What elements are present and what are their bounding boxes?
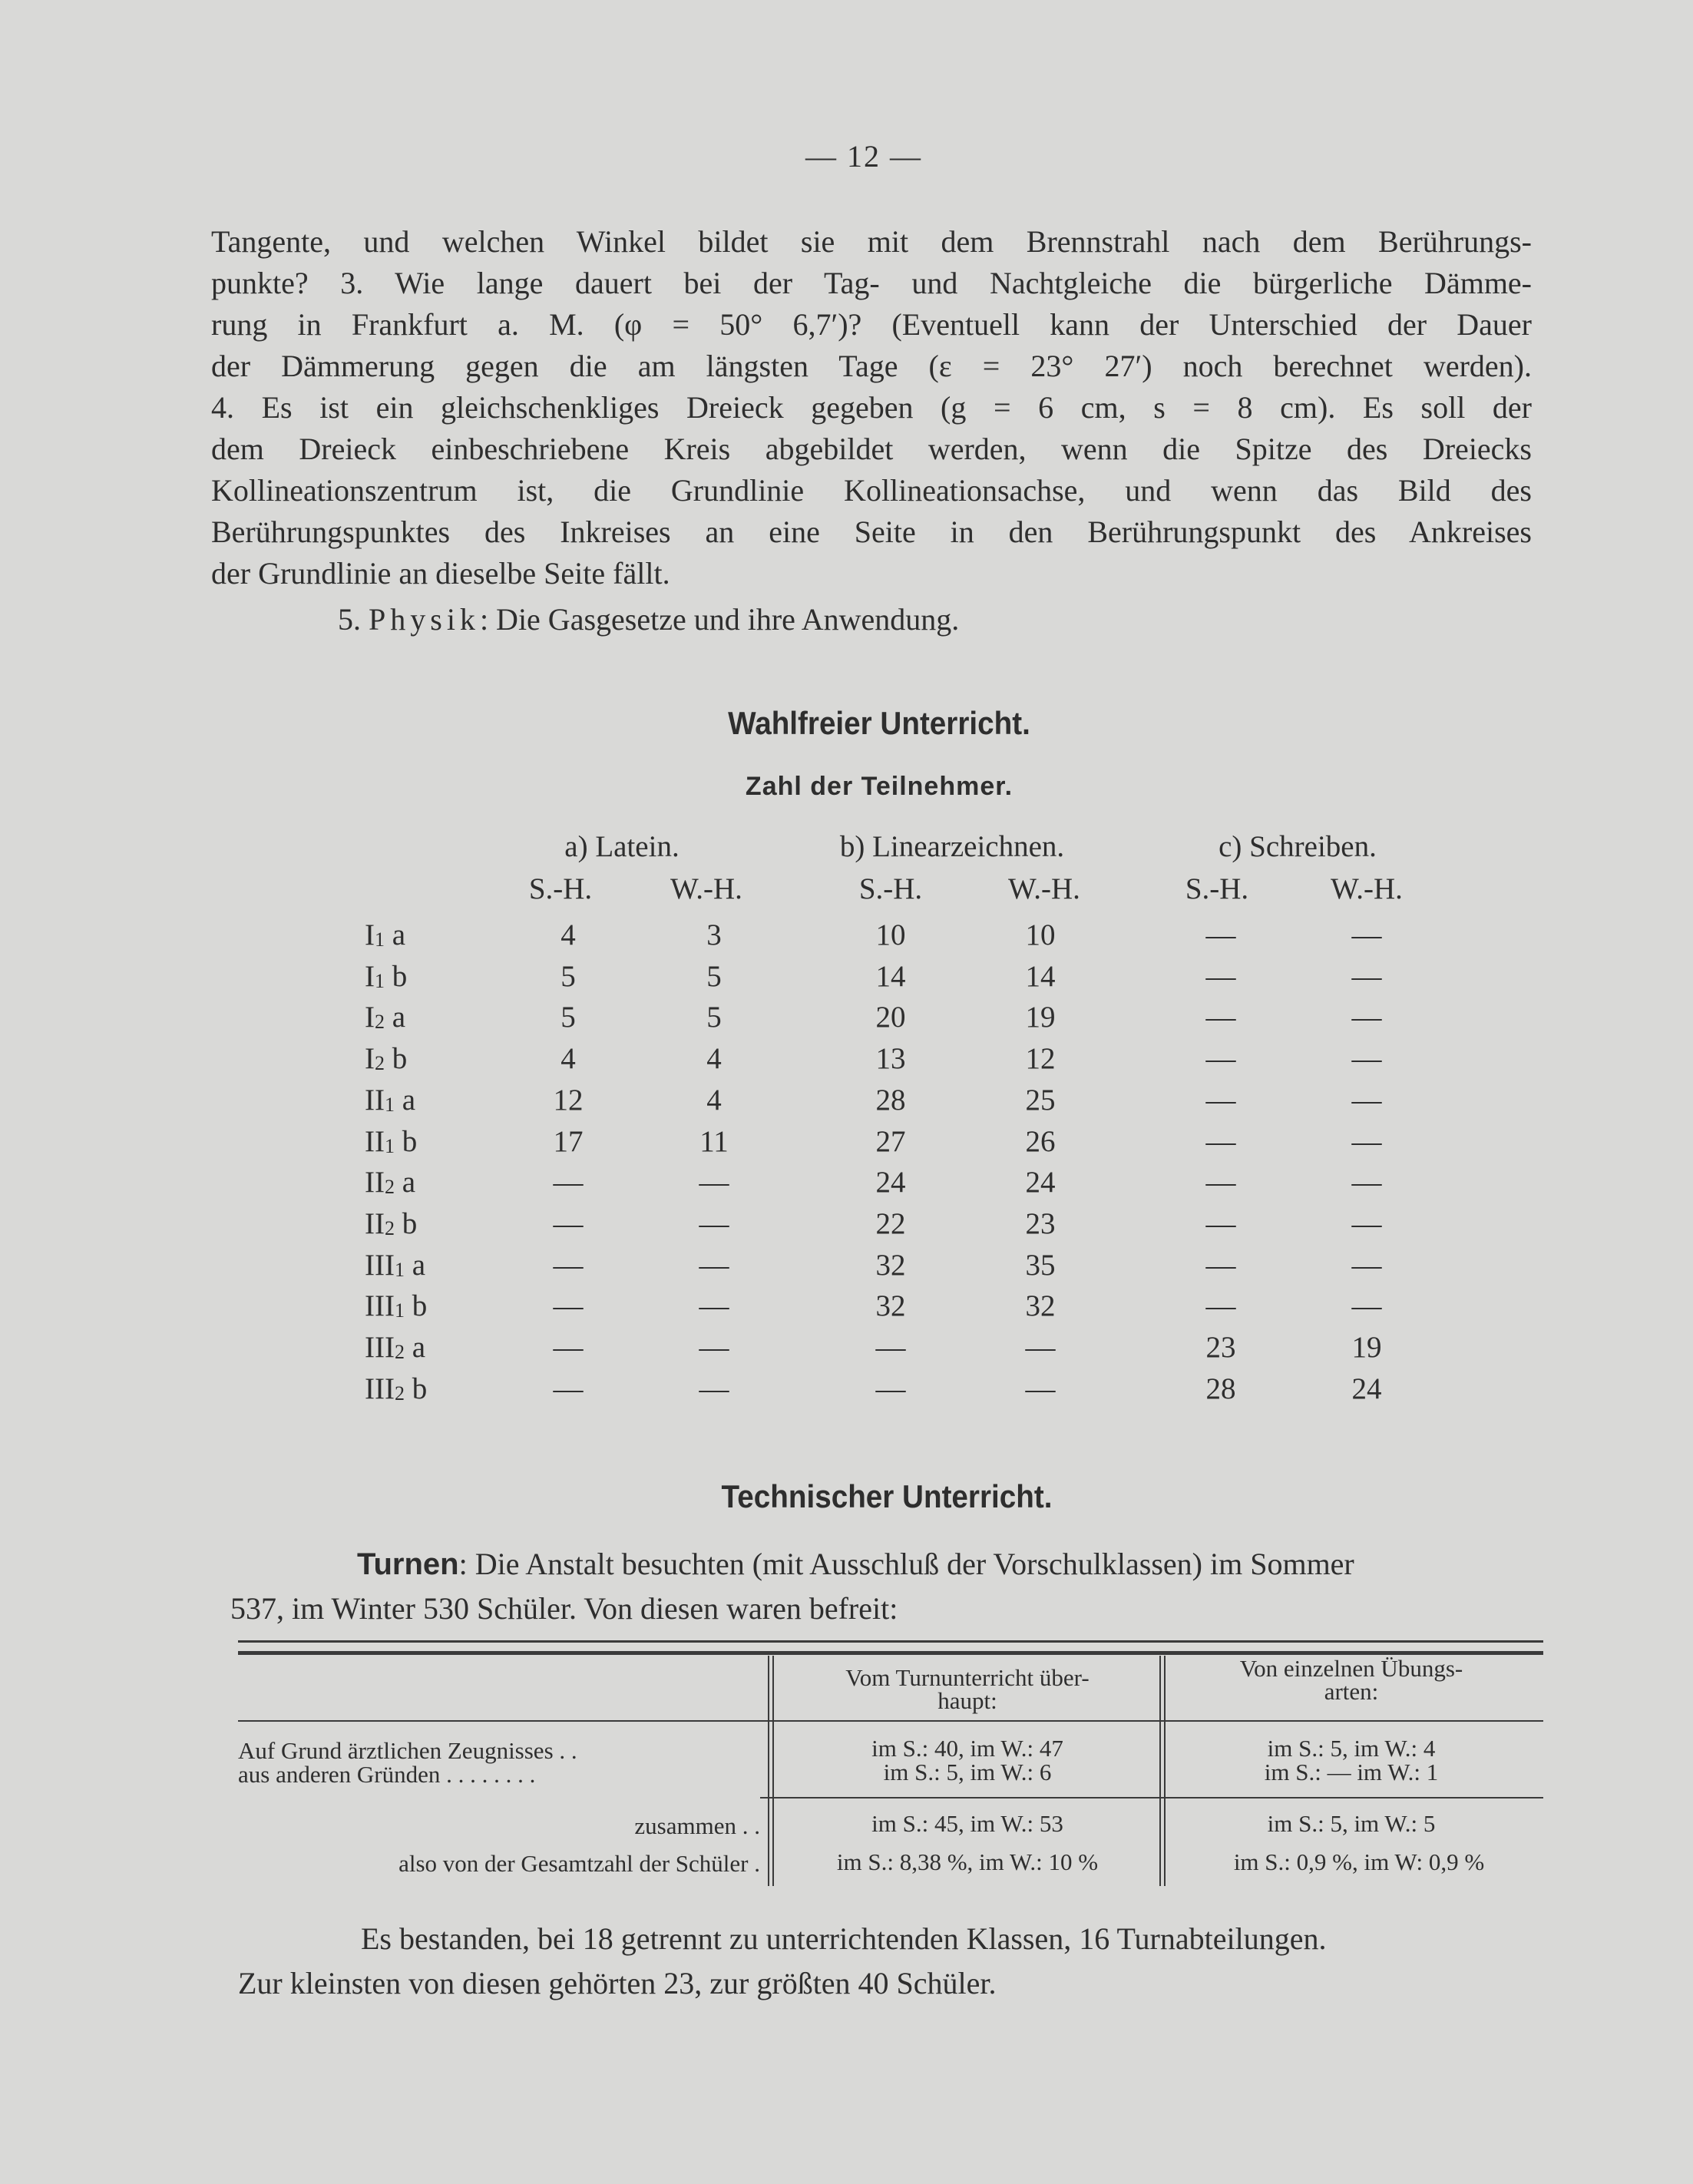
page-number: — 12 — — [805, 139, 922, 174]
turnen-line-2: 537, im Winter 530 Schüler. Von diesen waren befreit: — [230, 1591, 898, 1626]
table-cell: — — [875, 1372, 906, 1405]
table-cell: — — [699, 1372, 729, 1405]
table-cell: — — [1351, 918, 1382, 951]
row-label: $I_1$ b — [365, 960, 408, 993]
table-cell: — — [1205, 1084, 1236, 1117]
table-cell: 3 — [706, 918, 722, 951]
table-cell: — — [1205, 1249, 1236, 1282]
table-cell: 17 — [553, 1125, 584, 1158]
intro-line: dem Dreieck einbeschriebene Kreis abgebildet werden, wenn die Spitze des Dreiecks — [211, 432, 1532, 466]
physik-prefix: 5. — [338, 602, 369, 637]
table-cell: — — [1205, 1125, 1236, 1158]
col1-header-line2: haupt: — [937, 1687, 997, 1714]
table-cell: — — [1205, 918, 1236, 951]
table-cell: 24 — [1025, 1166, 1056, 1199]
subheader-latein-sh: S.-H. — [528, 872, 593, 905]
table-top-rule-1 — [238, 1640, 1543, 1643]
table-cell: 10 — [1025, 918, 1056, 951]
table-cell: — — [553, 1372, 584, 1405]
table-cell: — — [1351, 1207, 1382, 1240]
table-cell: — — [1025, 1331, 1056, 1364]
turnen-line-1 — [357, 1544, 1354, 1585]
table-cell: — — [699, 1166, 729, 1199]
row-label: $II_1$ b — [365, 1125, 418, 1158]
closing-line-2: Zur kleinsten von diesen gehörten 23, zur größten 40 Schüler. — [238, 1966, 997, 2000]
table-cell: — — [699, 1331, 729, 1364]
table-cell: 28 — [875, 1084, 906, 1117]
table-cell: — — [553, 1289, 584, 1322]
table-cell: — — [1205, 1042, 1236, 1075]
row-label-zusammen: zusammen . . — [634, 1812, 760, 1839]
intro-line: punkte? 3. Wie lange dauert bei der Tag- und Nachtgleiche die bürgerliche Dämme- — [211, 266, 1532, 300]
col2-header-line2: arten: — [1324, 1678, 1379, 1705]
row-label: $II_2$ b — [365, 1207, 418, 1240]
turnen-label: Turnen — [357, 1547, 459, 1581]
table-cell: 35 — [1025, 1249, 1056, 1282]
table-cell: 5 — [560, 1001, 576, 1034]
col-divider-2b — [1164, 1656, 1166, 1886]
table-cell: 32 — [1025, 1289, 1056, 1322]
table-cell: — — [1351, 1001, 1382, 1034]
table-cell: 27 — [875, 1125, 906, 1158]
table-cell: — — [699, 1289, 729, 1322]
table-cell: 14 — [1025, 960, 1056, 993]
subheader-schreiben-wh: W.-H. — [1331, 872, 1403, 905]
heading-wahlfreier-unterricht: Wahlfreier Unterricht. — [728, 705, 1030, 741]
physik-label: Physik — [369, 602, 480, 637]
row-label-aerztlich: Auf Grund ärztlichen Zeugnisses . . — [238, 1737, 577, 1764]
table-cell: 19 — [1351, 1331, 1382, 1364]
table-cell: — — [1205, 1001, 1236, 1034]
col-divider-1a — [768, 1656, 769, 1886]
row-label: $III_1$ b — [365, 1289, 428, 1322]
table-cell: 26 — [1025, 1125, 1056, 1158]
group-header-linearzeichnen: b) Linearzeichnen. — [839, 830, 1065, 863]
intro-line: 4. Es ist ein gleichschenkliges Dreieck gegeben (g = 6 cm, s = 8 cm). Es soll der — [211, 390, 1532, 425]
table-cell: 32 — [875, 1289, 906, 1322]
table-cell: — — [1351, 960, 1382, 993]
intro-line: der Dämmerung gegen die am längsten Tage (ε = 23° 27′) noch berechnet werden). — [211, 349, 1532, 383]
table-cell: 24 — [875, 1166, 906, 1199]
intro-line: Kollineationszentrum ist, die Grundlinie Kollineationsachse, und wenn das Bild des — [211, 473, 1532, 508]
intro-line: rung in Frankfurt a. M. (φ = 50° 6,7′)? (Eventuell kann der Unterschied der Dauer — [211, 307, 1532, 342]
row-label: $I_1$ a — [365, 918, 406, 951]
table-cell: — — [553, 1166, 584, 1199]
table-cell: 23 — [1205, 1331, 1236, 1364]
row-zusammen-col2: im S.: 5, im W.: 5 — [1267, 1810, 1436, 1837]
table-cell: 4 — [706, 1084, 722, 1117]
row-aerztlich-col1: im S.: 40, im W.: 47 — [871, 1735, 1063, 1762]
row-andere-col1: im S.: 5, im W.: 6 — [883, 1759, 1052, 1785]
row-label-andere: aus anderen Gründen . . . . . . . . — [238, 1761, 536, 1788]
row-zusammen-col1: im S.: 45, im W.: 53 — [871, 1810, 1063, 1837]
subheading-zahl-der-teilnehmer: Zahl der Teilnehmer. — [745, 772, 1013, 801]
subheader-schreiben-sh: S.-H. — [1185, 872, 1249, 905]
table-cell: 4 — [560, 1042, 576, 1075]
row-gesamtzahl-col1: im S.: 8,38 %, im W.: 10 % — [836, 1848, 1099, 1875]
intro-line: der Grundlinie an dieselbe Seite fällt. — [211, 556, 670, 591]
table-cell: 19 — [1025, 1001, 1056, 1034]
table-cell: — — [1351, 1249, 1382, 1282]
intro-paragraph — [211, 221, 1532, 594]
table-cell: 28 — [1205, 1372, 1236, 1405]
heading-technischer-unterricht: Technischer Unterricht. — [721, 1478, 1053, 1514]
table-cell: — — [553, 1207, 584, 1240]
table-subtotal-rule — [760, 1797, 1543, 1798]
row-label: $II_2$ a — [365, 1166, 416, 1199]
table-cell: — — [1025, 1372, 1056, 1405]
table-cell: — — [553, 1249, 584, 1282]
group-header-latein: a) Latein. — [564, 830, 680, 863]
table-cell: 20 — [875, 1001, 906, 1034]
table-cell: — — [1205, 960, 1236, 993]
table-cell: 4 — [560, 918, 576, 951]
table-cell: 22 — [875, 1207, 906, 1240]
table-cell: 10 — [875, 918, 906, 951]
table-cell: — — [1205, 1166, 1236, 1199]
table-cell: — — [1351, 1084, 1382, 1117]
col-divider-2a — [1159, 1656, 1161, 1886]
row-label: $II_1$ a — [365, 1084, 416, 1117]
table-cell: 14 — [875, 960, 906, 993]
table-cell: — — [1205, 1289, 1236, 1322]
subheader-linear-sh: S.-H. — [858, 872, 923, 905]
group-header-schreiben: c) Schreiben. — [1218, 830, 1377, 863]
table-cell: — — [1351, 1042, 1382, 1075]
col2-header-line1: Von einzelnen Übungs- — [1239, 1655, 1463, 1682]
physik-text: : Die Gasgesetze und ihre Anwendung. — [479, 602, 960, 637]
table-cell: 23 — [1025, 1207, 1056, 1240]
table-cell: 12 — [1025, 1042, 1056, 1075]
row-label: $I_2$ a — [365, 1001, 406, 1034]
row-aerztlich-col2: im S.: 5, im W.: 4 — [1267, 1735, 1436, 1762]
intro-line: Berührungspunktes des Inkreises an eine Seite in den Berührungspunkt des Ankreises — [211, 515, 1532, 549]
row-andere-col2: im S.: — im W.: 1 — [1264, 1759, 1439, 1785]
table-cell: — — [1351, 1166, 1382, 1199]
physik-line — [338, 599, 959, 640]
table-cell: — — [1351, 1289, 1382, 1322]
table-cell: — — [699, 1249, 729, 1282]
subheader-latein-wh: W.-H. — [670, 872, 742, 905]
table-cell: 13 — [875, 1042, 906, 1075]
row-label: $III_1$ a — [365, 1249, 426, 1282]
row-label: $I_2$ b — [365, 1042, 408, 1075]
row-label: $III_2$ b — [365, 1372, 428, 1405]
turnen-text-1: : Die Anstalt besuchten (mit Ausschluß der Vorschulklassen) im Sommer — [458, 1547, 1354, 1581]
row-label-gesamtzahl: also von der Gesamtzahl der Schüler . — [398, 1850, 760, 1877]
table-cell: — — [553, 1331, 584, 1364]
row-gesamtzahl-col2: im S.: 0,9 %, im W: 0,9 % — [1233, 1848, 1485, 1875]
intro-line: Tangente, und welchen Winkel bildet sie mit dem Brennstrahl nach dem Berührungs- — [211, 224, 1532, 259]
table-cell: 32 — [875, 1249, 906, 1282]
table-cell: 12 — [553, 1084, 584, 1117]
table-cell: — — [699, 1207, 729, 1240]
col-divider-1b — [772, 1656, 774, 1886]
table-cell: 25 — [1025, 1084, 1056, 1117]
table-cell: — — [1351, 1125, 1382, 1158]
row-label: $III_2$ a — [365, 1331, 426, 1364]
table-cell: 5 — [560, 960, 576, 993]
table-header-rule — [238, 1720, 1543, 1722]
table-cell: 24 — [1351, 1372, 1382, 1405]
table-cell: 5 — [706, 1001, 722, 1034]
table-cell: 5 — [706, 960, 722, 993]
table-cell: — — [1205, 1207, 1236, 1240]
table-cell: — — [875, 1331, 906, 1364]
table-cell: 4 — [706, 1042, 722, 1075]
closing-line-1: Es bestanden, bei 18 getrennt zu unterrichtenden Klassen, 16 Turnabteilungen. — [361, 1921, 1327, 1956]
col1-header-line1: Vom Turnunterricht über- — [845, 1664, 1090, 1691]
subheader-linear-wh: W.-H. — [1008, 872, 1080, 905]
table-cell: 11 — [699, 1125, 729, 1158]
